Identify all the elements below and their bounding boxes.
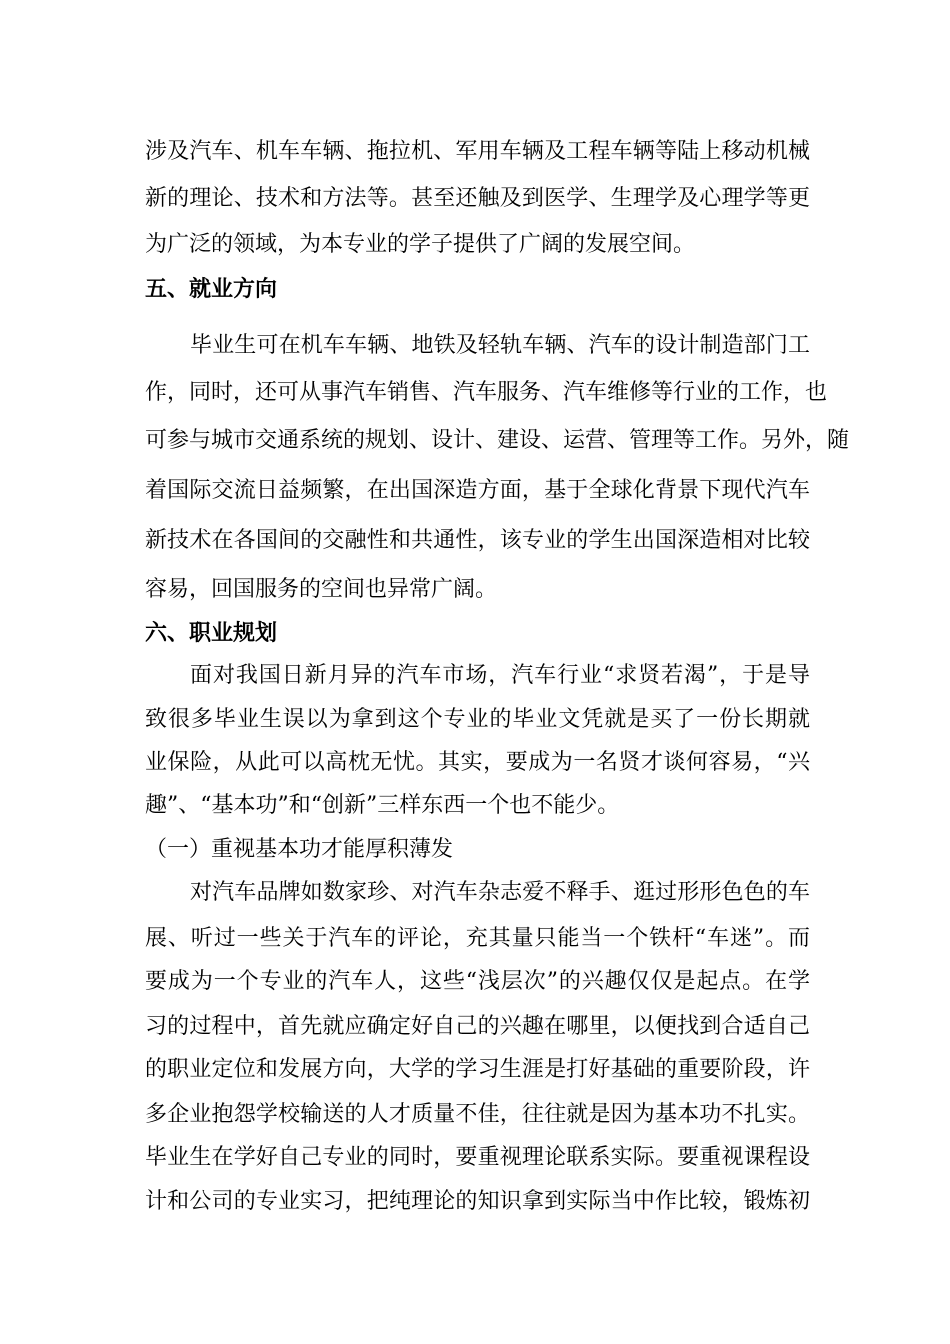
paragraph-line: 计和公司的专业实习，把纯理论的知识拿到实际当中作比较，锻炼初 xyxy=(145,1189,810,1214)
paragraph-line: 作，同时，还可从事汽车销售、汽车服务、汽车维修等行业的工作，也 xyxy=(145,380,828,405)
paragraph-line: 涉及汽车、机车车辆、拖拉机、军用车辆及工程车辆等陆上移动机械 xyxy=(145,139,810,164)
section-heading: 五、就业方向 xyxy=(145,277,278,302)
subsection-heading: （一）重视基本功才能厚积薄发 xyxy=(145,837,454,862)
paragraph-line: 趣”、“基本功”和“创新”三样东西一个也不能少。 xyxy=(145,793,620,818)
paragraph-line: 可参与城市交通系统的规划、设计、建设、运营、管理等工作。另外，随 xyxy=(145,428,850,453)
paragraph-line: 新的理论、技术和方法等。甚至还触及到医学、生理学及心理学等更 xyxy=(145,186,810,211)
paragraph-line: 新技术在各国间的交融性和共通性，该专业的学生出国深造相对比较 xyxy=(145,528,810,553)
paragraph-line: 习的过程中，首先就应确定好自己的兴趣在哪里，以便找到合适自己 xyxy=(145,1014,810,1039)
paragraph-line: 对汽车品牌如数家珍、对汽车杂志爱不释手、逛过形形色色的车 xyxy=(190,880,810,905)
paragraph-line: 致很多毕业生误以为拿到这个专业的毕业文凭就是买了一份长期就 xyxy=(145,707,810,732)
paragraph-line: 毕业生可在机车车辆、地铁及轻轨车辆、汽车的设计制造部门工 xyxy=(190,333,810,358)
paragraph-line: 容易，回国服务的空间也异常广阔。 xyxy=(145,577,498,602)
paragraph-line: 要成为一个专业的汽车人，这些“浅层次”的兴趣仅仅是起点。在学 xyxy=(145,969,810,994)
section-heading: 六、职业规划 xyxy=(145,621,278,646)
paragraph-line: 展、听过一些关于汽车的评论，充其量只能当一个铁杆“车迷”。而 xyxy=(145,926,810,951)
paragraph-line: 业保险，从此可以高枕无忧。其实，要成为一名贤才谈何容易，“兴 xyxy=(145,750,810,775)
paragraph-line: 的职业定位和发展方向，大学的学习生涯是打好基础的重要阶段，许 xyxy=(145,1057,810,1082)
paragraph-line: 为广泛的领域，为本专业的学子提供了广阔的发展空间。 xyxy=(145,232,696,257)
paragraph-line: 毕业生在学好自己专业的同时，要重视理论联系实际。要重视课程设 xyxy=(145,1145,810,1170)
paragraph-line: 多企业抱怨学校输送的人才质量不佳，往往就是因为基本功不扎实。 xyxy=(145,1102,810,1127)
paragraph-line: 着国际交流日益频繁，在出国深造方面，基于全球化背景下现代汽车 xyxy=(145,478,810,503)
paragraph-line: 面对我国日新月异的汽车市场，汽车行业“求贤若渴”，于是导 xyxy=(190,663,810,688)
